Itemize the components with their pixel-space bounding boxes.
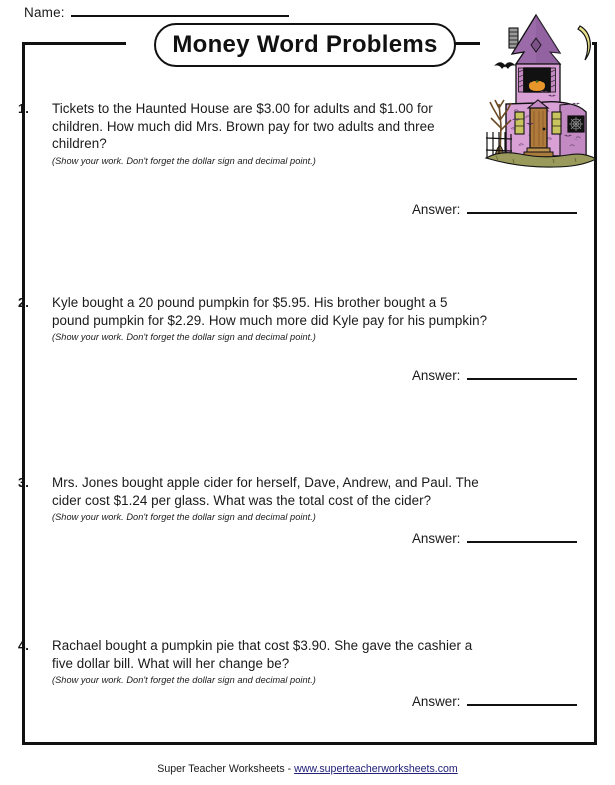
name-input-blank[interactable] <box>71 2 289 17</box>
answer-blank[interactable] <box>467 692 577 706</box>
problem-number: 4. <box>18 638 29 653</box>
problem-hint: (Show your work. Don't forget the dollar sign and decimal point.) <box>52 675 316 685</box>
problem-text: Rachael bought a pumpkin pie that cost $3.90. She gave the cashier a five dollar bill. What will her change be? <box>52 638 473 671</box>
problem-body <box>52 294 488 344</box>
answer-row-3 <box>412 529 577 546</box>
problem-hint: (Show your work. Don't forget the dollar sign and decimal point.) <box>52 512 316 522</box>
problem-item-4 <box>18 637 488 687</box>
problem-body <box>52 637 488 687</box>
problem-number: 2. <box>18 295 29 310</box>
name-label: Name: <box>24 5 65 20</box>
problem-body <box>52 100 468 168</box>
problem-text: Tickets to the Haunted House are $3.00 for adults and $1.00 for children. How much did Mrs. Brown pay for two adults and three children? <box>52 101 435 151</box>
crescent-moon-icon <box>578 26 590 60</box>
problem-item-2 <box>18 294 488 344</box>
problem-number: 1. <box>18 101 29 116</box>
answer-blank[interactable] <box>467 366 577 380</box>
name-field-row <box>24 2 289 20</box>
answer-label: Answer: <box>412 694 461 709</box>
problem-item-3 <box>18 474 498 524</box>
answer-label: Answer: <box>412 531 461 546</box>
problem-text: Mrs. Jones bought apple cider for herself, Dave, Andrew, and Paul. The cider cost $1.24 per glass. What was the total cost of the cider? <box>52 475 479 508</box>
answer-blank[interactable] <box>467 529 577 543</box>
problem-body <box>52 474 498 524</box>
footer-url-link[interactable]: www.superteacherworksheets.com <box>294 763 458 775</box>
footer <box>0 763 615 775</box>
problem-number: 3. <box>18 475 29 490</box>
problem-item-1 <box>18 100 468 168</box>
bat-icon <box>494 62 516 69</box>
haunted-house-illustration <box>484 8 600 174</box>
answer-label: Answer: <box>412 368 461 383</box>
page-title: Money Word Problems <box>172 31 438 58</box>
problem-hint: (Show your work. Don't forget the dollar sign and decimal point.) <box>52 155 316 166</box>
footer-publisher: Super Teacher Worksheets - <box>157 763 295 775</box>
problem-text: Kyle bought a 20 pound pumpkin for $5.95. His brother bought a 5 pound pumpkin for $2.29. How much more did Kyle pay for his pumpkin? <box>52 295 488 328</box>
page-title-banner <box>154 23 456 67</box>
answer-blank[interactable] <box>467 200 577 214</box>
answer-row-4 <box>412 692 577 709</box>
answer-label: Answer: <box>412 202 461 217</box>
answer-row-2 <box>412 366 577 383</box>
answer-row-1 <box>412 200 577 217</box>
problem-hint: (Show your work. Don't forget the dollar sign and decimal point.) <box>52 332 316 342</box>
